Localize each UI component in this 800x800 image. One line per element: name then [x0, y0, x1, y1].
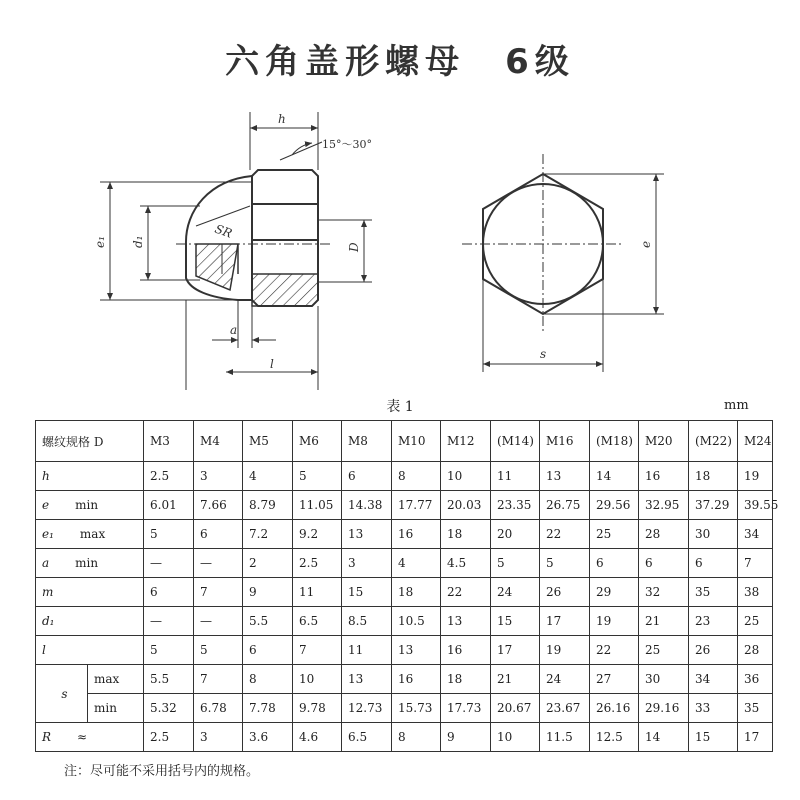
- table-cell: 13: [540, 462, 590, 491]
- table-cell: 11.5: [540, 723, 590, 752]
- table-cell: 33: [689, 694, 738, 723]
- row-label: [36, 491, 144, 520]
- table-cell: 38: [738, 578, 773, 607]
- label-d1: d₁: [131, 235, 145, 248]
- row-label: [36, 462, 144, 491]
- row-qualifier: min: [88, 694, 144, 723]
- table-cell: 35: [689, 578, 738, 607]
- table-cell: 17: [491, 636, 540, 665]
- table-cell: 5: [144, 636, 194, 665]
- size-header: (M14): [491, 421, 540, 462]
- table-cell: 17: [738, 723, 773, 752]
- table-cell: 18: [689, 462, 738, 491]
- row-qualifier: max: [79, 527, 106, 541]
- table-cell: 16: [441, 636, 491, 665]
- table-cell: 25: [590, 520, 639, 549]
- size-header: M20: [639, 421, 689, 462]
- table-cell: 26.16: [590, 694, 639, 723]
- table-row: [36, 636, 773, 665]
- size-header: M8: [342, 421, 392, 462]
- table-cell: 16: [639, 462, 689, 491]
- table-cell: 8.79: [243, 491, 293, 520]
- row-symbol: e₁: [42, 527, 54, 541]
- table-cell: 4.6: [293, 723, 342, 752]
- table-cell: 22: [441, 578, 491, 607]
- table-cell: 4: [392, 549, 441, 578]
- table-cell: 32.95: [639, 491, 689, 520]
- label-l: l: [270, 357, 274, 371]
- table-row: [36, 549, 773, 578]
- table-row: [36, 665, 773, 694]
- table-cell: 7: [738, 549, 773, 578]
- row-symbol: l: [42, 643, 46, 657]
- table-cell: 6: [639, 549, 689, 578]
- table-cell: 20: [491, 520, 540, 549]
- table-caption: 表 1: [386, 399, 414, 415]
- table-cell: 3: [342, 549, 392, 578]
- table-cell: 15: [342, 578, 392, 607]
- size-header: M16: [540, 421, 590, 462]
- table-cell: 11: [491, 462, 540, 491]
- table-cell: —: [194, 607, 243, 636]
- table-cell: 2: [243, 549, 293, 578]
- table-cell: 5: [194, 636, 243, 665]
- table-cell: 3: [194, 723, 243, 752]
- table-cell: 12.73: [342, 694, 392, 723]
- table-cell: 21: [639, 607, 689, 636]
- row-symbol: a: [42, 556, 50, 570]
- table-cell: 2.5: [144, 723, 194, 752]
- label-e: e: [639, 240, 653, 248]
- table-cell: 6.5: [342, 723, 392, 752]
- spec-table: [35, 420, 779, 752]
- table-cell: 29: [590, 578, 639, 607]
- size-header: M6: [293, 421, 342, 462]
- table-cell: 20.03: [441, 491, 491, 520]
- label-e1: e₁: [93, 236, 107, 248]
- table-cell: 15: [491, 607, 540, 636]
- table-cell: 34: [689, 665, 738, 694]
- row-qualifier: min: [75, 556, 99, 570]
- table-cell: 5.5: [144, 665, 194, 694]
- table-cell: 5: [491, 549, 540, 578]
- row-label: [36, 520, 144, 549]
- table-cell: 5: [293, 462, 342, 491]
- table-cell: 19: [738, 462, 773, 491]
- table-cell: 4.5: [441, 549, 491, 578]
- table-cell: 11.05: [293, 491, 342, 520]
- table-cell: 10: [293, 665, 342, 694]
- table-row: [36, 607, 773, 636]
- table-cell: 8: [392, 723, 441, 752]
- table-cell: 20.67: [491, 694, 540, 723]
- row-symbol: e: [42, 498, 50, 512]
- table-cell: 29.16: [639, 694, 689, 723]
- size-header: M3: [144, 421, 194, 462]
- row-qualifier: min: [75, 498, 99, 512]
- table-cell: 7.2: [243, 520, 293, 549]
- table-cell: 2.5: [144, 462, 194, 491]
- title-grade: 6级: [505, 42, 575, 82]
- size-header: M12: [441, 421, 491, 462]
- table-cell: 26.75: [540, 491, 590, 520]
- table-cell: 7: [194, 665, 243, 694]
- table-cell: 26: [540, 578, 590, 607]
- table-cell: 34: [738, 520, 773, 549]
- table-cell: 36: [738, 665, 773, 694]
- table-row: [36, 694, 773, 723]
- table-cell: 13: [392, 636, 441, 665]
- table-cell: 32: [639, 578, 689, 607]
- table-cell: 7: [194, 578, 243, 607]
- table-cell: 28: [738, 636, 773, 665]
- table-cell: —: [194, 549, 243, 578]
- table-cell: 15.73: [392, 694, 441, 723]
- table-row: [36, 723, 773, 752]
- table-cell: —: [144, 607, 194, 636]
- table-cell: 11: [293, 578, 342, 607]
- table-cell: 37.29: [689, 491, 738, 520]
- table-cell: 30: [689, 520, 738, 549]
- table-cell: 23: [689, 607, 738, 636]
- table-cell: 9.78: [293, 694, 342, 723]
- table-cell: 25: [738, 607, 773, 636]
- table-cell: 3: [194, 462, 243, 491]
- table-cell: 2.5: [293, 549, 342, 578]
- row-symbol: m: [42, 585, 54, 599]
- row-label: [36, 723, 144, 752]
- table-cell: 26: [689, 636, 738, 665]
- table-row: [36, 491, 773, 520]
- table-cell: 12.5: [590, 723, 639, 752]
- row-label: [36, 636, 144, 665]
- table-cell: 6: [144, 578, 194, 607]
- table-cell: 8: [243, 665, 293, 694]
- size-header: M4: [194, 421, 243, 462]
- table-cell: 11: [342, 636, 392, 665]
- table-cell: 17.77: [392, 491, 441, 520]
- table-cell: 30: [639, 665, 689, 694]
- table-header-row: [36, 421, 773, 462]
- table-row: [36, 578, 773, 607]
- size-header: M5: [243, 421, 293, 462]
- table-cell: 23.35: [491, 491, 540, 520]
- label-sr: SR: [212, 221, 234, 241]
- table-cell: 9: [243, 578, 293, 607]
- table-cell: 16: [392, 665, 441, 694]
- table-cell: 13: [441, 607, 491, 636]
- table-cell: 24: [540, 665, 590, 694]
- row-symbol: h: [42, 469, 50, 483]
- table-cell: 29.56: [590, 491, 639, 520]
- table-cell: 10: [491, 723, 540, 752]
- row-label: [36, 578, 144, 607]
- table-cell: 9.2: [293, 520, 342, 549]
- table-cell: 5.32: [144, 694, 194, 723]
- table-cell: 15: [689, 723, 738, 752]
- size-header: M10: [392, 421, 441, 462]
- table-cell: 9: [441, 723, 491, 752]
- table-cell: 6: [243, 636, 293, 665]
- size-header: (M18): [590, 421, 639, 462]
- table-cell: 10.5: [392, 607, 441, 636]
- table-cell: 6.78: [194, 694, 243, 723]
- title-main: 六角盖形螺母: [225, 42, 466, 82]
- table-cell: 17: [540, 607, 590, 636]
- table-cell: 39.55: [738, 491, 773, 520]
- front-view: [462, 154, 624, 334]
- row-symbol: d₁: [42, 614, 55, 628]
- table-row: [36, 462, 773, 491]
- side-view: [176, 170, 330, 306]
- label-a: a: [230, 323, 238, 337]
- table-cell: 13: [342, 665, 392, 694]
- table-cell: 14.38: [342, 491, 392, 520]
- table-cell: 7.66: [194, 491, 243, 520]
- size-header: (M22): [689, 421, 738, 462]
- table-cell: 7.78: [243, 694, 293, 723]
- table-cell: 35: [738, 694, 773, 723]
- table-cell: 18: [441, 520, 491, 549]
- header-label: 螺纹规格 D: [36, 421, 144, 462]
- table-cell: 17.73: [441, 694, 491, 723]
- label-s: s: [540, 347, 547, 361]
- table-cell: 5.5: [243, 607, 293, 636]
- table-cell: 13: [342, 520, 392, 549]
- row-label: [36, 549, 144, 578]
- row-qualifier: max: [88, 665, 144, 694]
- table-cell: 6: [689, 549, 738, 578]
- label-angle: 15°～30°: [322, 138, 372, 151]
- table-cell: 22: [590, 636, 639, 665]
- table-cell: 18: [441, 665, 491, 694]
- table-cell: 6: [590, 549, 639, 578]
- footnote: 注：尽可能不采用括号内的规格。: [64, 764, 260, 779]
- table-cell: 6.01: [144, 491, 194, 520]
- row-symbol: s: [36, 665, 88, 723]
- table-cell: 8.5: [342, 607, 392, 636]
- table-cell: 18: [392, 578, 441, 607]
- row-label: [36, 607, 144, 636]
- row-symbol: R: [42, 730, 52, 744]
- unit-label: mm: [724, 398, 749, 413]
- table-cell: 25: [639, 636, 689, 665]
- table-cell: 7: [293, 636, 342, 665]
- table-cell: 8: [392, 462, 441, 491]
- table-cell: 19: [540, 636, 590, 665]
- label-h: h: [278, 112, 286, 126]
- table-cell: 23.67: [540, 694, 590, 723]
- label-D: D: [347, 242, 361, 252]
- table-cell: 24: [491, 578, 540, 607]
- table-row: [36, 520, 773, 549]
- table-cell: 14: [639, 723, 689, 752]
- table-cell: 19: [590, 607, 639, 636]
- table-cell: 22: [540, 520, 590, 549]
- table-cell: 6: [342, 462, 392, 491]
- table-cell: 3.6: [243, 723, 293, 752]
- table-cell: —: [144, 549, 194, 578]
- table-cell: 28: [639, 520, 689, 549]
- table-cell: 5: [540, 549, 590, 578]
- table-cell: 14: [590, 462, 639, 491]
- row-qualifier: ≈: [77, 730, 88, 744]
- table-cell: 16: [392, 520, 441, 549]
- table-cell: 4: [243, 462, 293, 491]
- table-cell: 6.5: [293, 607, 342, 636]
- table-cell: 27: [590, 665, 639, 694]
- table-cell: 10: [441, 462, 491, 491]
- table-cell: 6: [194, 520, 243, 549]
- size-header: M24: [738, 421, 773, 462]
- table-cell: 21: [491, 665, 540, 694]
- front-dimensions: [483, 174, 664, 372]
- table-cell: 5: [144, 520, 194, 549]
